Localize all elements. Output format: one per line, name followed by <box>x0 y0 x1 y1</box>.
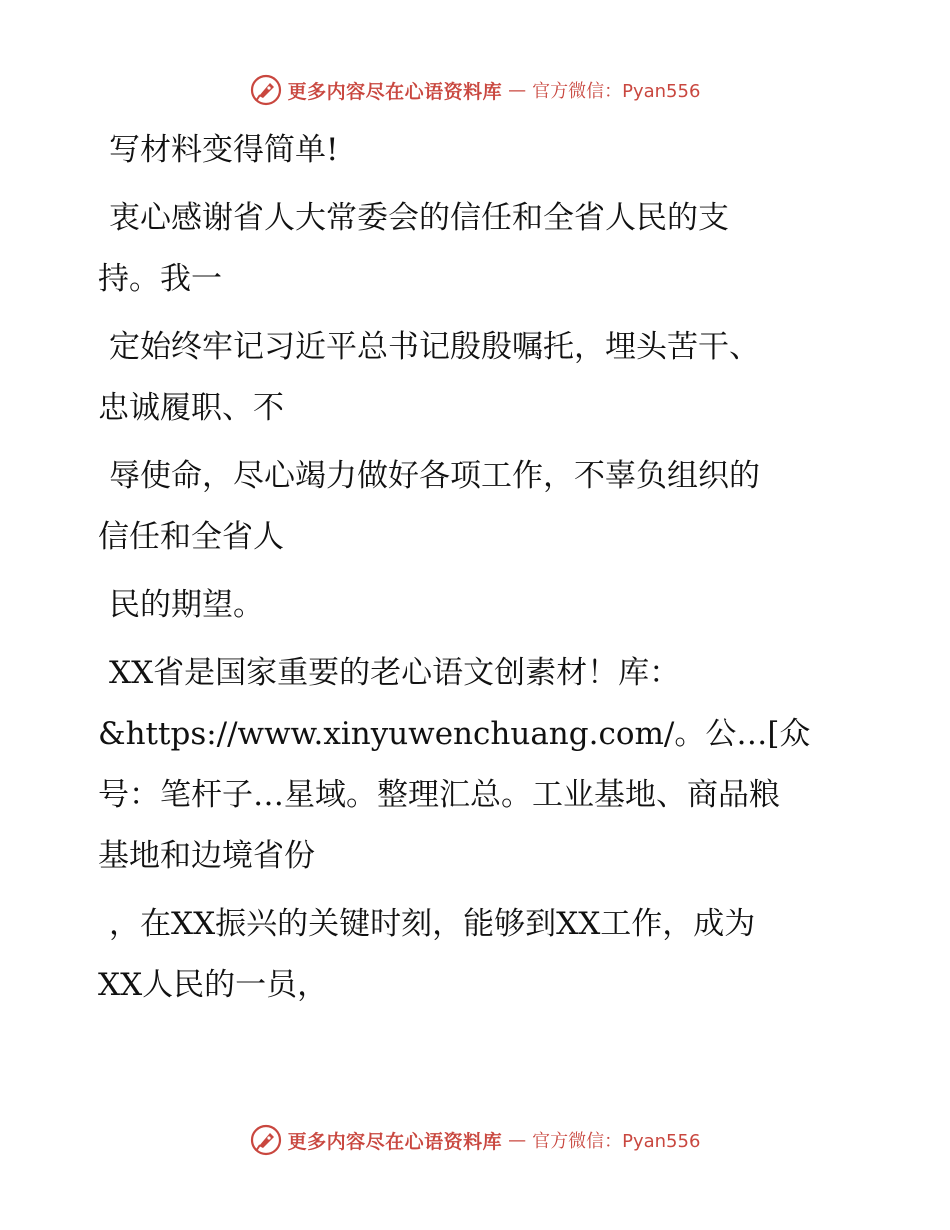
footer-wechat-id: 官方微信：Pyan556 <box>532 1131 701 1152</box>
paragraph <box>98 575 868 636</box>
footer-banner-dash: — <box>508 1129 527 1151</box>
paragraph <box>98 446 868 568</box>
text-line: 号：笔杆子…星域。整理汇总。工业基地、商品粮 <box>98 777 780 813</box>
text-line: XX省是国家重要的老心语文创素材！库： <box>109 655 681 691</box>
text-line: 持。我一 <box>98 261 222 297</box>
header-banner-dash: — <box>508 79 527 101</box>
text-line: &https://www.xinyuwenchuang.com/。公…[众 <box>98 716 811 752</box>
text-line: 信任和全省人 <box>98 519 284 555</box>
header-wechat-id: 官方微信：Pyan556 <box>532 81 701 102</box>
text-line: XX人民的一员， <box>98 967 329 1003</box>
text-line: 民的期望。 <box>109 587 264 623</box>
header-banner-text: 更多内容尽在心语资料库 <box>287 80 503 103</box>
text-line: 定始终牢记习近平总书记殷殷嘱托，埋头苦干、 <box>109 329 760 365</box>
paragraph <box>98 894 868 1016</box>
text-line: 辱使命，尽心竭力做好各项工作，不辜负组织的 <box>109 458 760 494</box>
pen-nib-logo-icon <box>250 74 282 106</box>
paragraph <box>98 120 868 181</box>
header-banner <box>0 70 950 110</box>
paragraph <box>98 188 868 310</box>
paragraph <box>98 643 868 887</box>
text-line: 衷心感谢省人大常委会的信任和全省人民的支 <box>109 200 729 236</box>
text-line: 基地和边境省份 <box>98 838 315 874</box>
text-line: 写材料变得简单! <box>109 132 339 168</box>
footer-banner-text: 更多内容尽在心语资料库 <box>287 1130 503 1153</box>
document-body <box>98 120 868 1023</box>
pen-nib-logo-icon <box>250 1124 282 1156</box>
text-line: 忠诚履职、不 <box>98 390 284 426</box>
footer-banner <box>0 1120 950 1160</box>
paragraph <box>98 317 868 439</box>
text-line: ，在XX振兴的关键时刻，能够到XX工作，成为 <box>109 906 756 942</box>
